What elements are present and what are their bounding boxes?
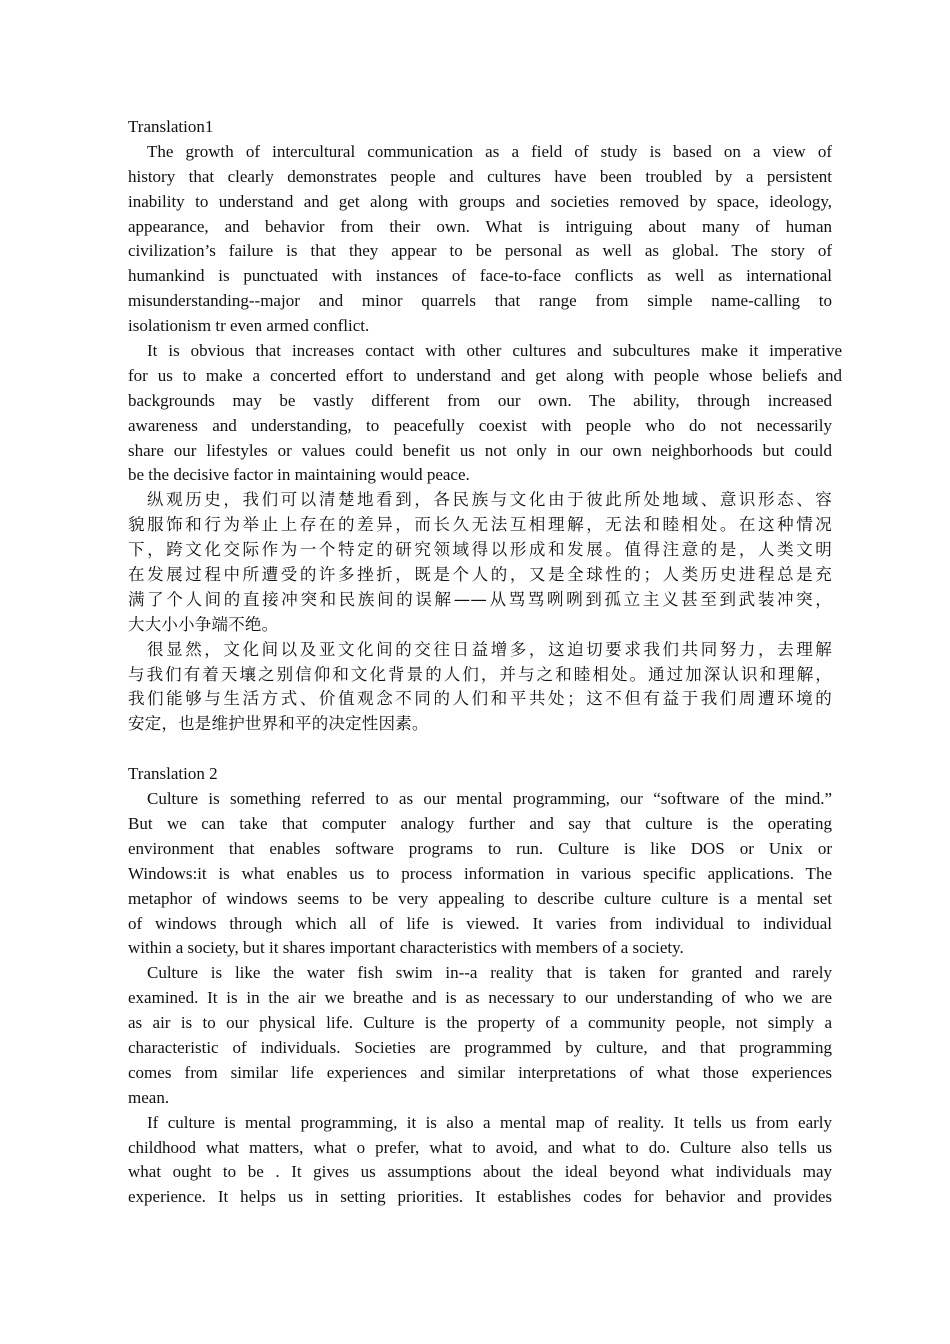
paragraph: [128, 339, 842, 488]
text-line: But we can take that computer analogy further and say that culture is the operating: [128, 813, 832, 833]
text-line: backgrounds may be vastly different from our own. The ability, through increased: [128, 390, 832, 410]
text-line: misunderstanding--major and minor quarrels that range from simple name-calling to: [128, 291, 832, 311]
text-line: what ought to be . It gives us assumptions about the ideal beyond what individuals may: [128, 1162, 832, 1182]
text-line: as air is to our physical life. Culture is the property of a community people, not simply a: [128, 1013, 832, 1033]
text-line: Culture is like the water fish swim in--a reality that is taken for granted and rarely: [147, 963, 832, 983]
text-line: If culture is mental programming, it is also a mental map of reality. It tells us from early: [147, 1112, 832, 1132]
text-line: 我们能够与生活方式、价值观念不同的人们和平共处；这不但有益于我们周遭环境的: [128, 689, 832, 709]
text-line: comes from similar life experiences and similar interpretations of what those experiences: [128, 1062, 832, 1082]
paragraph-chinese: [128, 488, 832, 637]
text-line: isolationism tr even armed conflict.: [128, 316, 370, 336]
text-line: 大大小小争端不绝。: [128, 614, 279, 634]
paragraph: [128, 787, 832, 961]
text-line: Culture is something referred to as our mental programming, our “software of the mind.”: [147, 789, 832, 809]
section-heading: Translation1: [128, 117, 214, 136]
paragraph: [128, 140, 832, 339]
text-line: metaphor of windows seems to be very appealing to describe culture culture is a mental set: [128, 888, 832, 908]
text-line: appearance, and behavior from their own. What is intriguing about many of human: [128, 216, 832, 236]
text-line: 下，跨文化交际作为一个特定的研究领域得以形成和发展。值得注意的是，人类文明: [128, 540, 832, 560]
text-line: humankind is punctuated with instances of face-to-face conflicts as well as international: [128, 266, 832, 286]
text-line: experience. It helps us in setting priorities. It establishes codes for behavior and provides: [128, 1187, 832, 1207]
text-line: 很显然，文化间以及亚文化间的交往日益增多，这迫切要求我们共同努力，去理解: [147, 639, 832, 659]
section-heading: Translation 2: [128, 764, 218, 784]
text-line: of windows through which all of life is viewed. It varies from individual to individual: [128, 913, 832, 933]
paragraph: [128, 961, 832, 1110]
section-spacer: [128, 737, 832, 762]
text-line: mean.: [128, 1087, 170, 1107]
text-line: examined. It is in the air we breathe and is as necessary to our understanding of who we are: [128, 988, 832, 1008]
text-line: within a society, but it shares important characteristics with members of a society.: [128, 938, 684, 958]
text-line: awareness and understanding, to peacefully coexist with people who do not necessarily: [128, 415, 832, 435]
text-line: 安定，也是维护世界和平的决定性因素。: [128, 714, 429, 734]
text-line: characteristic of individuals. Societies are programmed by culture, and that programming: [128, 1037, 832, 1057]
text-line: 貌服饰和行为举止上存在的差异，而长久无法互相理解，无法和睦相处。在这种情况: [128, 515, 832, 535]
text-line: 与我们有着天壤之别信仰和文化背景的人们，并与之和睦相处。通过加深认识和理解，: [128, 664, 832, 684]
text-line: civilization’s failure is that they appear to be personal as well as global. The story of: [128, 241, 832, 261]
text-line: childhood what matters, what o prefer, what to avoid, and what to do. Culture also tells us: [128, 1137, 832, 1157]
document-page: [128, 115, 842, 1210]
text-line: inability to understand and get along with groups and societies removed by space, ideology,: [128, 191, 832, 211]
section-translation-1: [128, 115, 842, 737]
paragraph-chinese: [128, 638, 832, 738]
text-line: 满了个人间的直接冲突和民族间的误解——从骂骂咧咧到孤立主义甚至到武装冲突，: [128, 589, 832, 609]
text-line: The growth of intercultural communication as a field of study is based on a view of: [147, 141, 832, 161]
text-line: history that clearly demonstrates people and cultures have been troubled by a persistent: [128, 166, 832, 186]
text-line: environment that enables software programs to run. Culture is like DOS or Unix or: [128, 838, 832, 858]
text-line: Windows:it is what enables us to process information in various specific applications. The: [128, 863, 832, 883]
text-line: It is obvious that increases contact with other cultures and subcultures make it imperative: [147, 341, 842, 361]
text-line: 纵观历史，我们可以清楚地看到，各民族与文化由于彼此所处地域、意识形态、容: [147, 490, 832, 510]
text-line: be the decisive factor in maintaining would peace.: [128, 465, 470, 485]
text-line: for us to make a concerted effort to understand and get along with people whose beliefs and: [128, 365, 842, 385]
text-line: 在发展过程中所遭受的许多挫折，既是个人的，又是全球性的；人类历史进程总是充: [128, 565, 832, 585]
section-translation-2: [128, 762, 832, 1210]
paragraph: [128, 1111, 832, 1211]
text-line: share our lifestyles or values could benefit us not only in our own neighborhoods but could: [128, 440, 832, 460]
